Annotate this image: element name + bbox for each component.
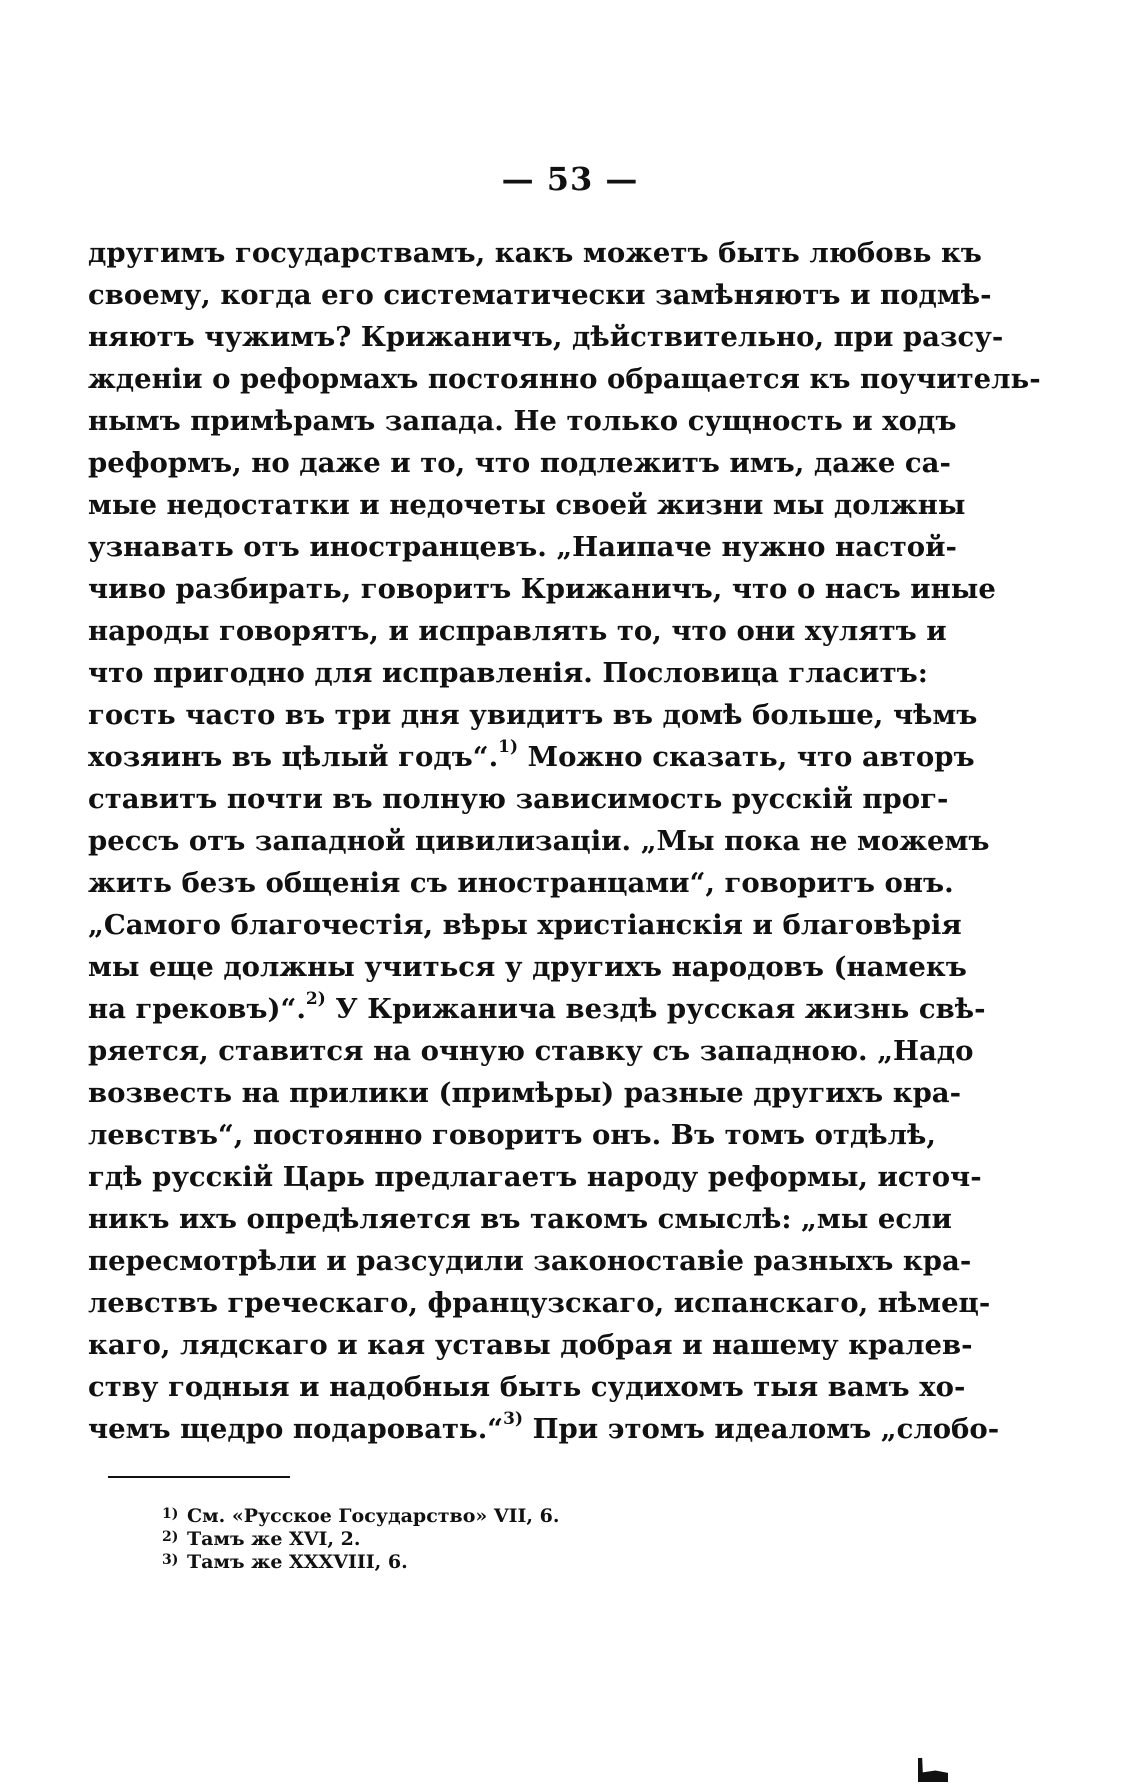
footnote-text: Тамъ же XVI, 2. bbox=[187, 1528, 361, 1550]
text-segment: При этомъ идеаломъ „слобо- bbox=[532, 1413, 1000, 1445]
page-number: — 53 — bbox=[501, 160, 639, 198]
footnotes bbox=[162, 1505, 560, 1574]
footnote-divider bbox=[108, 1476, 290, 1478]
text-line: няютъ чужимъ? Крижаничъ, дѣйствительно, при разсу- bbox=[88, 321, 1004, 353]
footnote-2 bbox=[162, 1528, 560, 1551]
footnote-1 bbox=[162, 1505, 560, 1528]
text-line: возвесть на прилики (примѣры) разные другихъ кра- bbox=[88, 1077, 962, 1109]
text-line: ряется, ставится на очную ставку съ западною. „Надо bbox=[88, 1035, 974, 1067]
text-line: никъ ихъ опредѣляется въ такомъ смыслѣ: „мы если bbox=[88, 1203, 952, 1235]
text-line: гдѣ русскій Царь предлагаетъ народу реформы, источ- bbox=[88, 1161, 982, 1193]
text-line: реформъ, но даже и то, что подлежитъ имъ, даже са- bbox=[88, 447, 951, 479]
text-line: другимъ государствамъ, какъ можетъ быть любовь къ bbox=[88, 237, 982, 269]
text-line: жденіи о реформахъ постоянно обращается къ поучитель- bbox=[88, 363, 1041, 395]
text-line: мые недостатки и недочеты своей жизни мы должны bbox=[88, 489, 966, 521]
text-line: народы говорятъ, и исправлять то, что они хулятъ и bbox=[88, 615, 947, 647]
footnote-ref-3: 3) bbox=[503, 1408, 523, 1429]
text-line bbox=[88, 1408, 1000, 1450]
text-line bbox=[88, 736, 975, 778]
text-line: ставитъ почти въ полную зависимость русскій прог- bbox=[88, 783, 949, 815]
footnote-mark: 1) bbox=[162, 1506, 179, 1522]
text-line: чиво разбирать, говоритъ Крижаничъ, что о насъ иные bbox=[88, 573, 996, 605]
footnote-mark: 3) bbox=[162, 1552, 179, 1568]
text-segment: Можно сказать, что авторъ bbox=[527, 741, 975, 773]
scan-artifact bbox=[918, 1758, 948, 1782]
footnote-3 bbox=[162, 1551, 560, 1574]
text-line bbox=[88, 988, 986, 1030]
text-segment: чемъ щедро подаровать.“ bbox=[88, 1413, 504, 1445]
footnote-mark: 2) bbox=[162, 1529, 179, 1545]
text-line: пересмотрѣли и разсудили законоставіе разныхъ кра- bbox=[88, 1245, 972, 1277]
text-line: что пригодно для исправленія. Пословица гласитъ: bbox=[88, 657, 928, 689]
footnote-ref-2: 2) bbox=[305, 988, 326, 1009]
text-line: узнавать отъ иностранцевъ. „Наипаче нужно настой- bbox=[88, 531, 957, 563]
text-line: каго, лядскаго и кая уставы добрая и нашему кралев- bbox=[88, 1329, 973, 1361]
text-line: „Самого благочестія, вѣры христіанскія и благовѣрія bbox=[88, 909, 962, 941]
text-line: гость часто въ три дня увидитъ въ домѣ больше, чѣмъ bbox=[88, 699, 978, 731]
text-segment: У Крижанича вездѣ русская жизнь свѣ- bbox=[335, 993, 986, 1025]
footnote-text: См. «Русское Государство» VII, 6. bbox=[187, 1505, 560, 1527]
footnote-ref-1: 1) bbox=[498, 736, 519, 757]
text-line: нымъ примѣрамъ запада. Не только сущность и ходъ bbox=[88, 405, 957, 437]
text-line: левствъ“, постоянно говоритъ онъ. Въ томъ отдѣлѣ, bbox=[88, 1119, 936, 1151]
text-segment: на грековъ)“. bbox=[88, 993, 306, 1025]
text-line: левствъ греческаго, французскаго, испанскаго, нѣмец- bbox=[88, 1287, 991, 1319]
body-text bbox=[88, 232, 1041, 1450]
text-line: своему, когда его систематически замѣняютъ и подмѣ- bbox=[88, 279, 992, 311]
text-line: рессъ отъ западной цивилизаціи. „Мы пока не можемъ bbox=[88, 825, 990, 857]
text-line: ству годныя и надобныя быть судихомъ тыя вамъ хо- bbox=[88, 1371, 966, 1403]
footnote-text: Тамъ же XXXVIII, 6. bbox=[187, 1551, 408, 1573]
text-line: жить безъ общенія съ иностранцами“, говоритъ онъ. bbox=[88, 867, 954, 899]
text-segment: хозяинъ въ цѣлый годъ“. bbox=[88, 741, 499, 773]
text-line: мы еще должны учиться у другихъ народовъ (намекъ bbox=[88, 951, 967, 983]
